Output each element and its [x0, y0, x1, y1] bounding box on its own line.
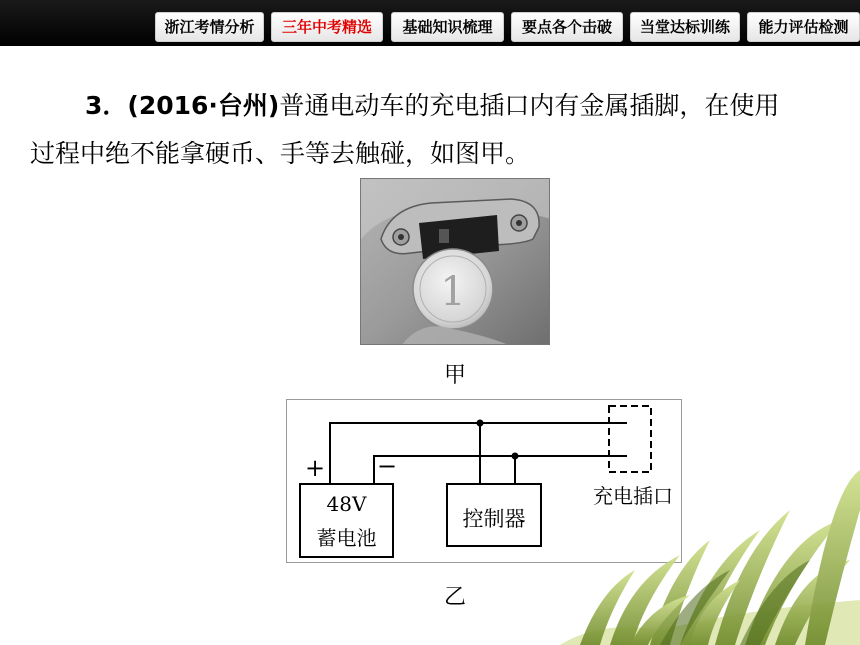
question-number: 3． — [85, 91, 128, 120]
question-text — [30, 86, 840, 182]
tab-ability-test[interactable]: 能力评估检测 — [747, 12, 860, 42]
negative-terminal-sign: − — [377, 452, 398, 480]
battery-voltage-label: 48V — [326, 492, 367, 516]
tab-past-exams[interactable]: 三年中考精选 — [271, 12, 383, 42]
question-source: (2016·台州) — [127, 91, 280, 120]
tab-key-points[interactable]: 要点各个击破 — [511, 12, 623, 42]
junction-dot-bottom — [512, 453, 519, 460]
junction-dot-top — [477, 420, 484, 427]
question-line-1 — [30, 86, 840, 134]
tab-basic-knowledge[interactable]: 基础知识梳理 — [391, 12, 504, 42]
svg-text:1: 1 — [440, 269, 466, 315]
charging-port-coin-photo — [360, 178, 550, 345]
figure-b-caption: 乙 — [443, 585, 466, 610]
charging-port-box — [609, 406, 651, 472]
tab-exam-analysis[interactable]: 浙江考情分析 — [155, 12, 264, 42]
top-nav-bar — [0, 0, 860, 46]
battery-label: 蓄电池 — [316, 526, 377, 550]
question-line-2: 过程中绝不能拿硬币、手等去触碰，如图甲。 — [30, 139, 531, 168]
question-line-1-text: 普通电动车的充电插口内有金属插脚，在使用 — [279, 91, 780, 120]
controller-label: 控制器 — [462, 507, 526, 531]
grass-decoration — [540, 470, 860, 645]
charging-port-label: 充电插口 — [593, 484, 673, 508]
positive-terminal-sign: + — [305, 454, 326, 482]
tab-class-practice[interactable]: 当堂达标训练 — [630, 12, 740, 42]
figure-a-caption: 甲 — [443, 363, 466, 388]
